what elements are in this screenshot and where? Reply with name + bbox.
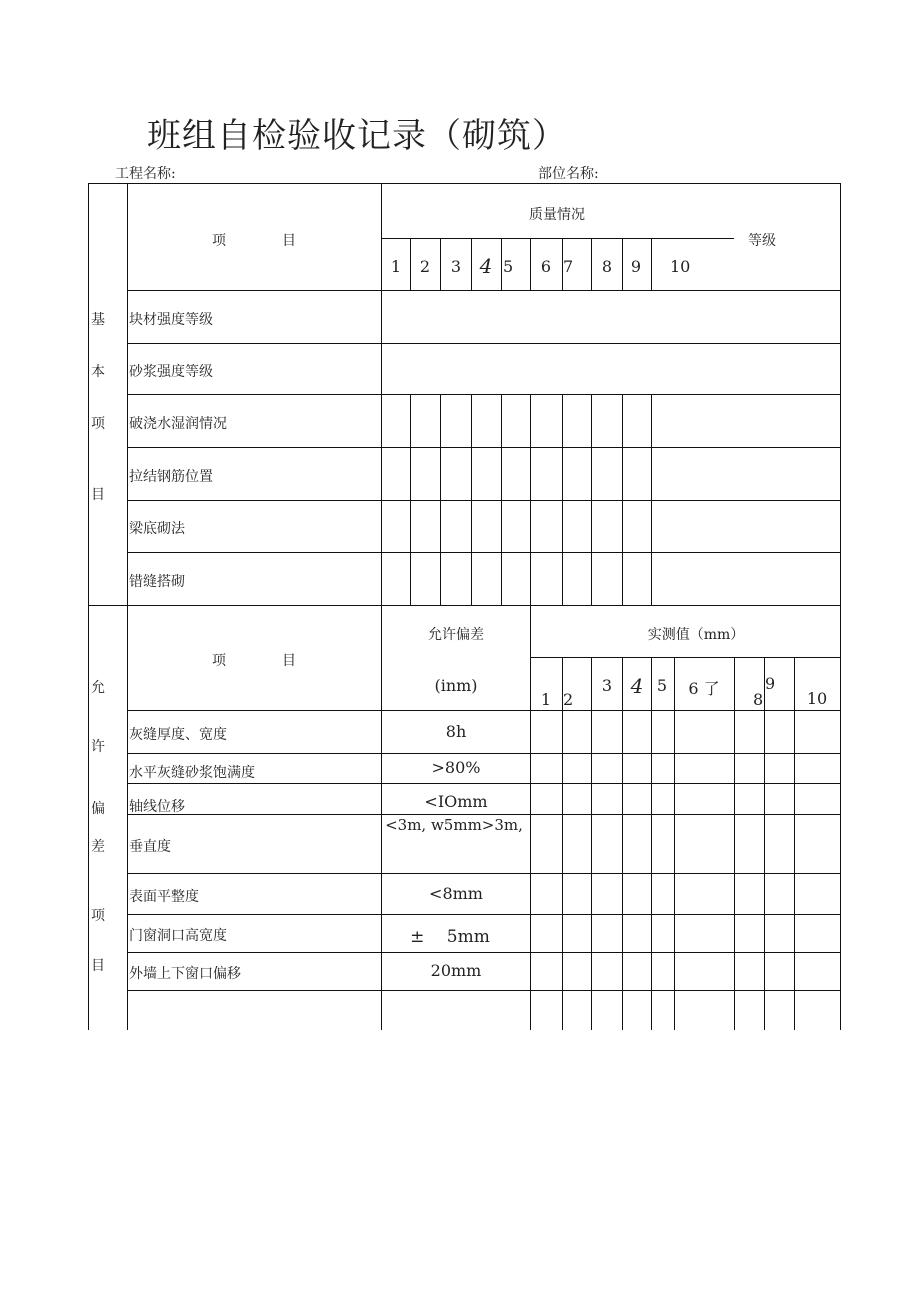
row-label: 表面平整度 (129, 889, 199, 905)
side-label-char: 目 (91, 487, 105, 503)
row-label: 轴线位移 (129, 799, 185, 815)
col-line (410, 238, 411, 290)
col-line (764, 657, 765, 1030)
side-label-char: 允 (91, 680, 105, 696)
col-line (674, 657, 675, 1030)
col-number: 3 (450, 257, 462, 276)
col-number: 3 (601, 676, 613, 695)
col-line (471, 238, 472, 290)
tolerance-value: <8mm (429, 884, 483, 903)
col-line (562, 657, 563, 1030)
col-number: 9 (630, 257, 642, 276)
col-number: 6 (540, 257, 552, 276)
side-label-char: 本 (91, 364, 105, 380)
col-line (794, 657, 795, 1030)
tolerance-value: <3m, w5mm>3m, (385, 816, 523, 834)
col-line (501, 394, 502, 605)
col-line (651, 657, 652, 1030)
side-label-char: 项 (91, 416, 105, 432)
row-line (127, 394, 840, 395)
col-line (591, 657, 592, 1030)
row-label: 砂浆强度等级 (129, 364, 213, 380)
row-label: 门窗洞口高宽度 (129, 928, 227, 944)
row-label: 块材强度等级 (129, 312, 213, 328)
row-line (127, 290, 840, 291)
side-label-char: 差 (91, 839, 105, 855)
col-line (622, 238, 623, 290)
row-label: 垂直度 (129, 839, 171, 855)
tolerance-value: 20mm (430, 961, 482, 980)
tolerance-value: <IOmm (424, 792, 488, 811)
row-line (127, 447, 840, 448)
side-label-char: 项 (91, 908, 105, 924)
col-number: 2 (419, 257, 431, 276)
grade-column-header: 等级 (748, 233, 776, 249)
quality-column-header: 质量情况 (529, 207, 585, 223)
col-number: 10 (670, 257, 691, 276)
row-label: 拉结钢筋位置 (129, 469, 213, 485)
row-line (127, 500, 840, 501)
col-line (591, 394, 592, 605)
col-line (622, 394, 623, 605)
col-line (622, 657, 623, 1030)
row-line (127, 343, 840, 344)
row-label: 破浇水湿润情况 (129, 416, 227, 432)
col-number: 7 (563, 257, 574, 276)
row-label: 水平灰缝砂浆饱满度 (129, 765, 255, 781)
col-line (651, 238, 652, 290)
side-label-char: 偏 (91, 801, 105, 817)
col-line (562, 394, 563, 605)
location-name-label: 部位名称: (538, 166, 599, 182)
col-number: 1 (390, 257, 402, 276)
col-line (471, 394, 472, 605)
col-number: 2 (563, 690, 574, 709)
col-line (591, 238, 592, 290)
col-line (440, 394, 441, 605)
border-left (88, 183, 89, 1030)
col-number: 8 (753, 690, 764, 709)
row-line (127, 552, 840, 553)
tolerance-value: ± 5mm (410, 927, 490, 947)
col-number: 5 (656, 676, 668, 695)
col-number: 4 (630, 674, 644, 698)
col-number: 6 了 (688, 679, 720, 698)
measured-column-header: 实测值（mm） (647, 627, 745, 643)
col-number: 5 (503, 257, 514, 276)
tolerance-value: >80% (431, 758, 481, 777)
col-line (501, 238, 502, 290)
col-line (734, 657, 735, 1030)
section-divider (88, 605, 841, 606)
col-line (530, 605, 531, 1030)
row-label: 外墙上下窗口偏移 (129, 966, 241, 982)
page-title: 班组自检验收记录（砌筑） (147, 116, 567, 156)
col-number: 4 (479, 254, 493, 278)
item-column-header: 项 目 (212, 653, 296, 669)
border-top (88, 183, 841, 184)
row-label: 梁底砌法 (129, 521, 185, 537)
item-col-line (127, 183, 128, 1030)
tolerance-unit: (inm) (434, 676, 478, 695)
tolerance-column-header: 允许偏差 (428, 627, 484, 643)
item-column-header: 项 目 (212, 233, 296, 249)
col-number: 1 (540, 690, 552, 709)
side-label-char: 许 (91, 739, 105, 755)
side-label-char: 基 (91, 312, 105, 328)
col-number: 9 (765, 674, 776, 693)
col-line (530, 394, 531, 605)
col-number: 8 (601, 257, 613, 276)
value-col-line (381, 183, 382, 1030)
col-number: 10 (806, 689, 828, 708)
col-line (530, 238, 531, 290)
tolerance-value: 8h (445, 722, 467, 741)
row-label: 错缝搭砌 (129, 574, 185, 590)
col-line (440, 238, 441, 290)
project-name-label: 工程名称: (115, 166, 176, 182)
col-line (651, 394, 652, 605)
col-line (410, 394, 411, 605)
row-label: 灰缝厚度、宽度 (129, 727, 227, 743)
side-label-char: 目 (91, 958, 105, 974)
border-right (840, 183, 841, 1030)
quality-underline (381, 238, 734, 239)
